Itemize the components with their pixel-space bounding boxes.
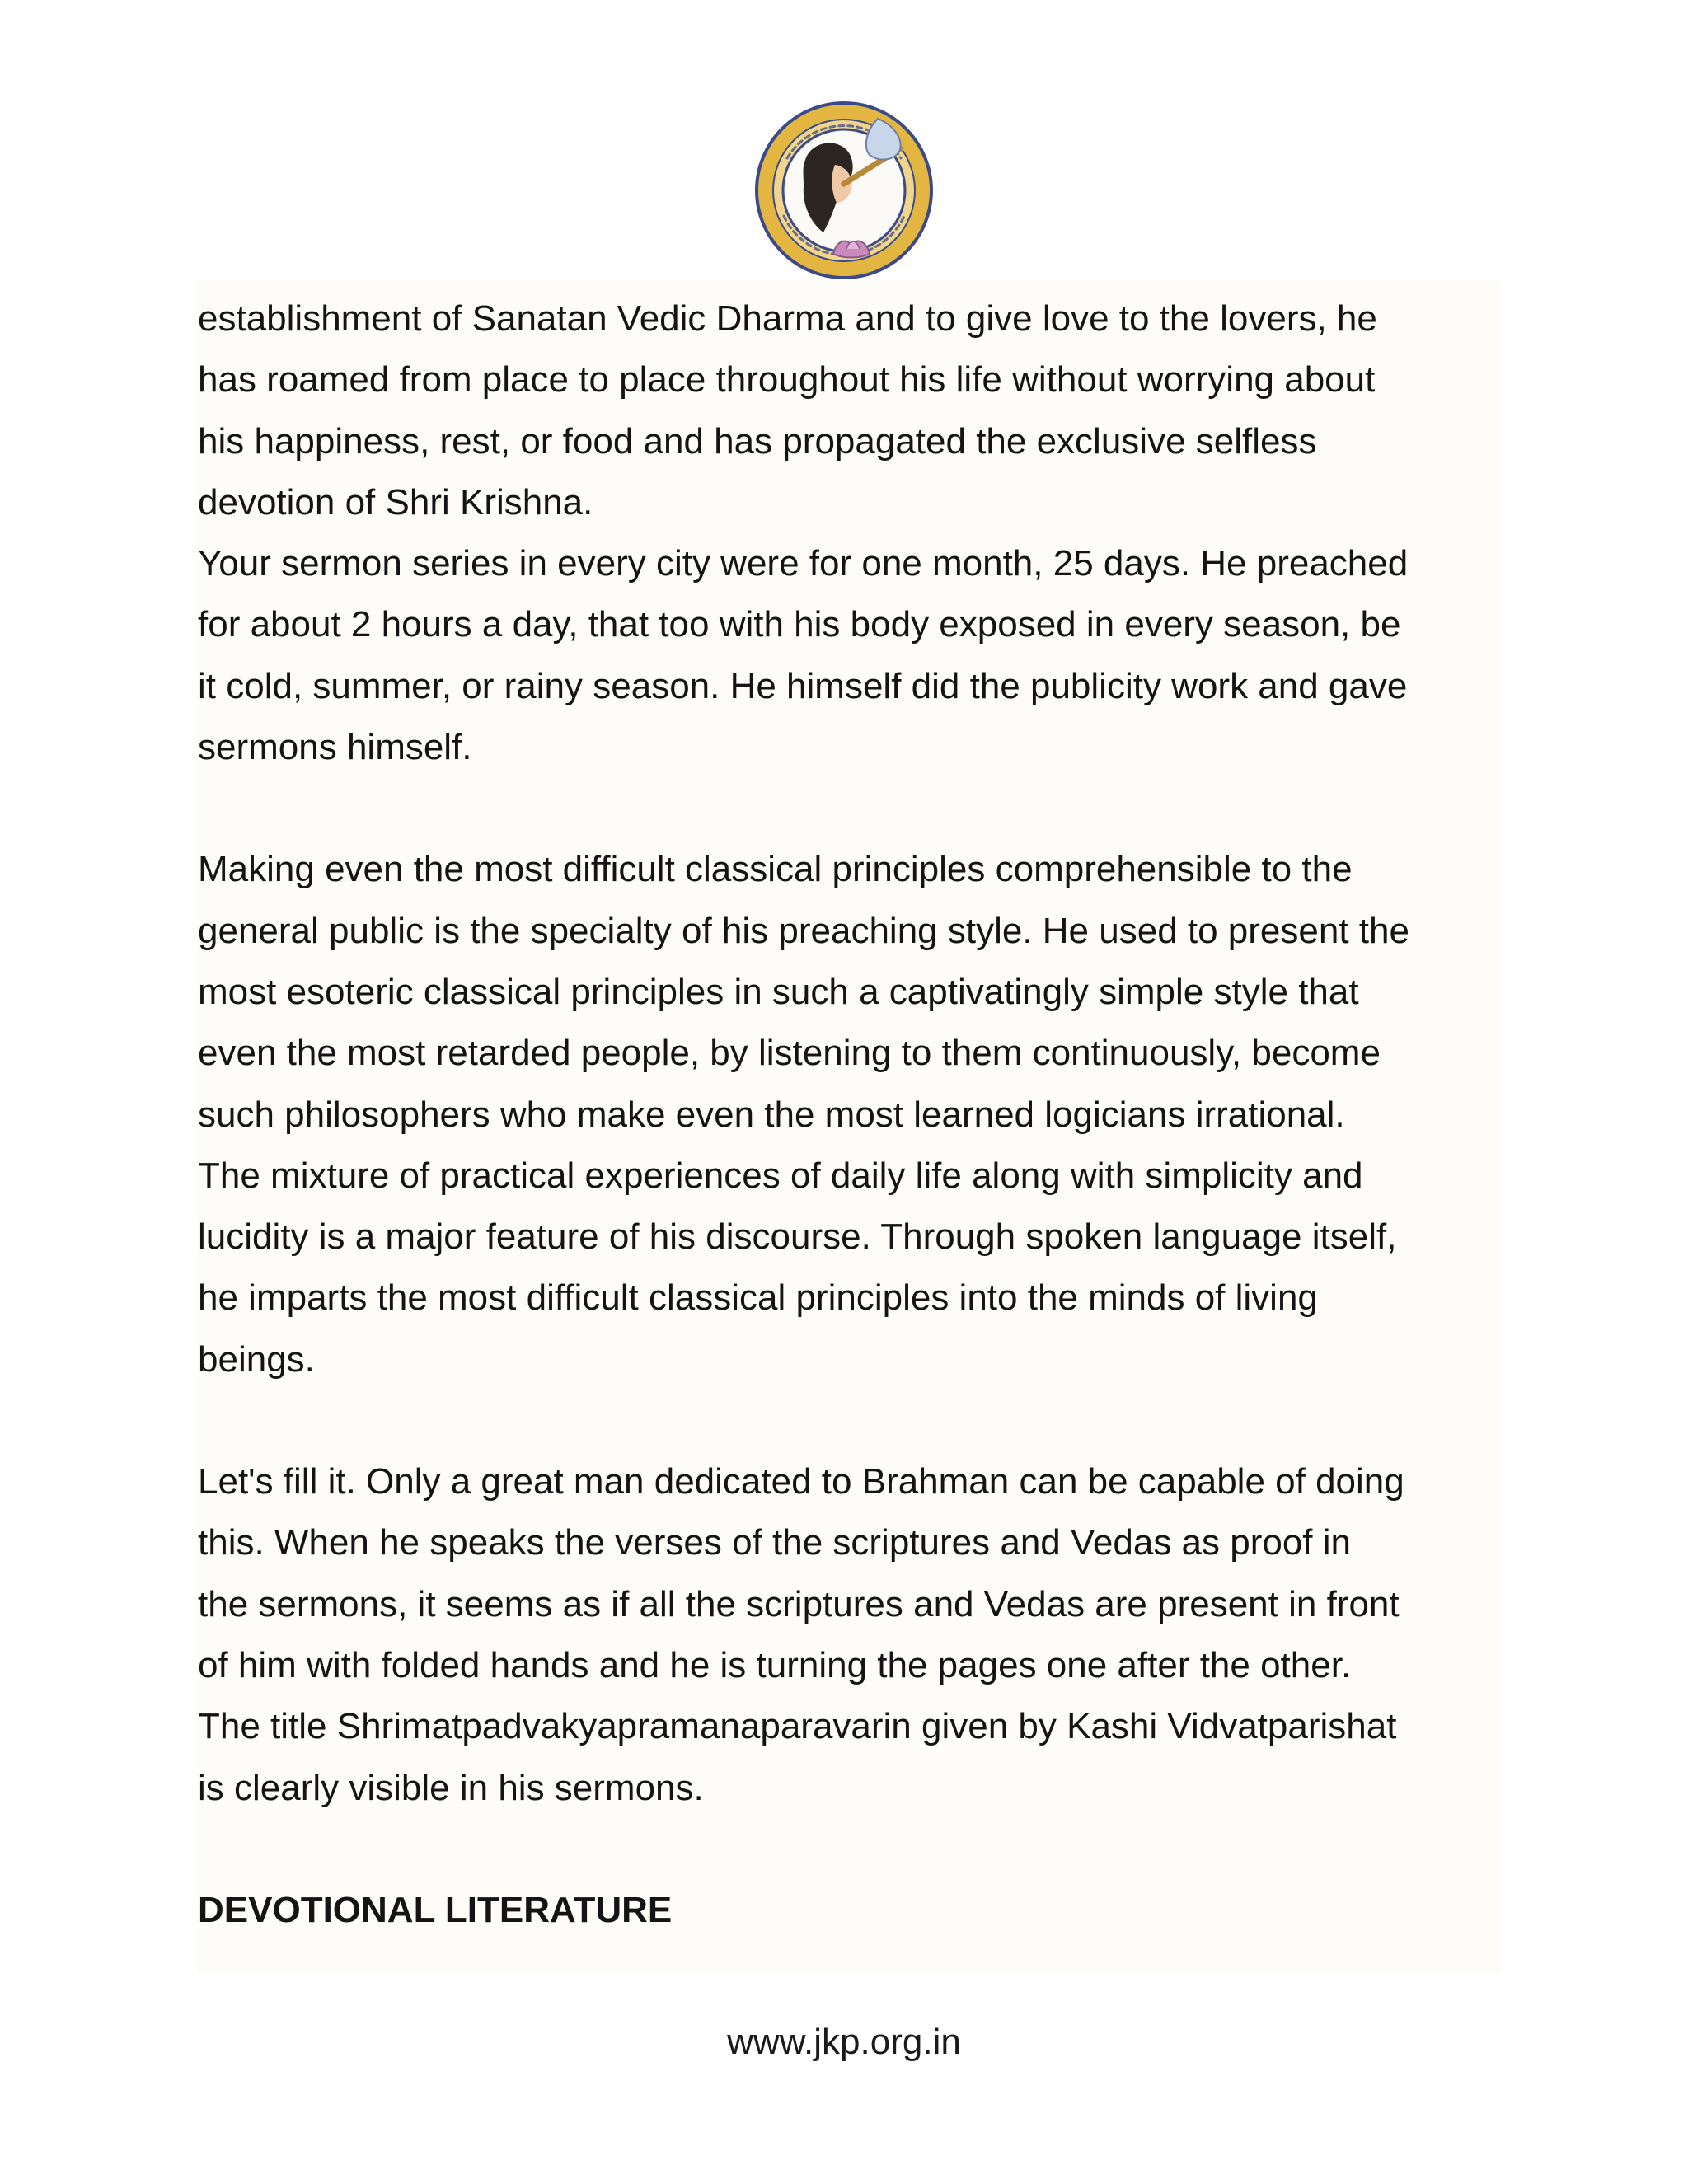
paragraph-spacer: [198, 1390, 1500, 1451]
section-heading: DEVOTIONAL LITERATURE: [198, 1889, 673, 1930]
paragraph-1: establishment of Sanatan Vedic Dharma and to give love to the lovers, he has roamed from place to place throughout his life without worrying about his happiness, rest, or food and has propagated the exclusive selfless devotion of Shri Krishna. Your sermon series in every city were for one month, 25 days. He preached for about 2 hours a day, that too with his body exposed in every season, be it cold, summer, or rainy season. He himself did the publicity work and gave sermons himself.: [198, 298, 1409, 768]
jkp-seal-logo: [754, 101, 934, 280]
seal-image: [754, 101, 934, 280]
paragraph-3: Let's fill it. Only a great man dedicated to Brahman can be capable of doing this. When he speaks the verses of the scriptures and Vedas as proof in the sermons, it seems as if all the scriptures and Vedas are present in front of him with folded hands and he is turning the pages one after the other. The title Shrimatpadvakyapramanaparavarin given by Kashi Vidvatparishat is clearly visible in his sermons.: [198, 1461, 1404, 1808]
paragraph-spacer: [198, 1819, 1500, 1880]
document-body: [198, 280, 1500, 1974]
paragraph-2: Making even the most difficult classical principles comprehensible to the general public is the specialty of his preaching style. He used to present the most esoteric classical principles in such a captivatingly simple style that even the most retarded people, by listening to them continuously, become such philosophers who make even the most learned logicians irrational. The mixture of practical experiences of daily life along with simplicity and lucidity is a major feature of his discourse. Through spoken language itself, he imparts the most difficult classical principles into the minds of living beings.: [198, 849, 1409, 1380]
paragraph-spacer: [198, 778, 1500, 839]
text-block: [198, 288, 1500, 1941]
footer-url: www.jkp.org.in: [727, 2022, 961, 2062]
